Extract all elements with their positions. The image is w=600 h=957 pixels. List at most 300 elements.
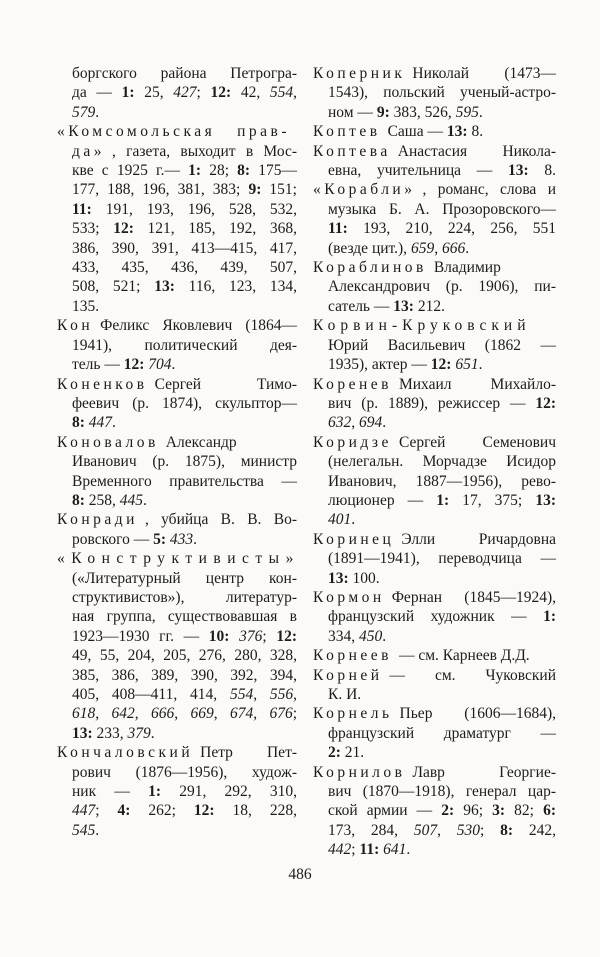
index-line (57, 646, 297, 665)
entry-kornel (313, 704, 556, 762)
entry-kornilov (313, 763, 556, 860)
text-run: , (253, 705, 270, 723)
text-run: 4: (117, 802, 131, 820)
text-run: 25, (134, 84, 174, 102)
text-run: люционер — (328, 491, 437, 509)
text-run: ; (196, 84, 211, 102)
entry-headword: Коптева (313, 142, 391, 160)
index-line (313, 569, 556, 588)
text-run: 8: (500, 821, 514, 839)
text-run: 427 (173, 84, 197, 102)
index-line (57, 64, 297, 83)
text-run: 177, 188, 196, 381, 383; (72, 181, 249, 199)
index-line (57, 685, 297, 704)
index-line (57, 724, 297, 743)
index-line (313, 549, 556, 568)
text-run: 193, 210, 224, 256, 551 (347, 220, 556, 238)
text-run: 18, 228, (214, 802, 298, 820)
entry-headword: Коринец (313, 530, 395, 548)
entry-koridze (313, 433, 556, 530)
text-run: 433, 435, 436, 439, 507, (72, 259, 297, 277)
text-run: 28; (201, 162, 238, 180)
index-line (313, 433, 556, 452)
text-run: 96; (454, 802, 493, 820)
text-run: , (293, 84, 297, 102)
index-line (313, 122, 556, 141)
text-run: Лавр Георгие- (412, 763, 556, 781)
text-run: 8: (237, 162, 251, 180)
index-line (57, 103, 297, 122)
index-line (313, 142, 556, 161)
entry-headword: Корнель (313, 705, 393, 723)
index-line (313, 685, 556, 704)
index-line (57, 801, 297, 820)
index-line (57, 161, 297, 180)
entry-headword: «Комсомольская прав- (57, 123, 290, 141)
text-run: 379 (127, 724, 151, 742)
entry-komsomolskaya-pravda (57, 122, 297, 316)
text-run: , (437, 821, 457, 839)
index-line (57, 743, 297, 762)
text-run: 385, 386, 389, 390, 392, 394, (72, 666, 297, 684)
entry-korinets (313, 530, 556, 588)
entry-konstruktivisty (57, 549, 300, 743)
text-run: 42, (231, 84, 270, 102)
index-line (57, 413, 297, 432)
text-run: 669 (190, 705, 214, 723)
text-run: 262; (130, 802, 194, 820)
text-run: , (134, 705, 151, 723)
text-run: 12: (113, 220, 134, 238)
index-line (313, 316, 556, 335)
text-run: , (434, 239, 442, 257)
index-line (57, 569, 297, 588)
text-run: Фернан (1845—1924), (391, 588, 556, 606)
text-run: 1941), политический дея- (72, 336, 297, 354)
text-run: 1935), актер — (328, 356, 431, 374)
index-line (313, 394, 556, 413)
text-run: 13: (507, 162, 529, 180)
text-run: Временного правительства — (72, 472, 297, 490)
index-line (313, 646, 556, 665)
text-run: 17, 375; (449, 491, 536, 509)
text-run: 233, (92, 724, 128, 742)
text-run: кве с 1925 г.— (72, 162, 189, 180)
entry-vyborgsky-raion-continued (57, 64, 297, 122)
index-line (313, 277, 556, 296)
text-run: 674 (230, 705, 254, 723)
text-run: , (351, 414, 359, 432)
index-line (313, 355, 556, 374)
index-line (313, 763, 556, 782)
entry-kormon (313, 588, 556, 646)
entry-headword: Кон (57, 317, 94, 335)
text-run: ской армии — (328, 802, 442, 820)
index-line (313, 180, 556, 199)
text-run: Михаил Михайло- (398, 375, 556, 393)
text-run: 508, 521; (72, 278, 155, 296)
text-run: 554 (229, 686, 254, 703)
text-run: 173, 284, (328, 821, 414, 839)
entry-headword: Коперник (313, 65, 406, 82)
text-run: Владимир (433, 259, 501, 277)
text-run: вич (1870—1918), генерал цар- (328, 783, 556, 801)
text-run: . (95, 103, 100, 121)
text-run: 450 (359, 627, 383, 645)
text-run: Иванович, 1887—1956), рево- (328, 472, 556, 490)
text-run: 12: (430, 356, 452, 374)
text-run: ровского — (72, 530, 154, 548)
text-run: 579 (72, 103, 96, 121)
index-line (57, 375, 297, 394)
text-run: . (478, 103, 483, 121)
text-run: 447 (72, 802, 96, 820)
entry-konradi (57, 510, 297, 549)
text-run: . (351, 511, 356, 529)
entry-kon-feliks (57, 316, 297, 374)
text-run: 704 (148, 356, 172, 374)
text-run: 507 (413, 821, 438, 839)
entry-headword: Конради (57, 511, 138, 529)
index-line (57, 782, 297, 801)
text-run: 3: (492, 802, 506, 820)
text-run: 8. (467, 123, 484, 141)
entry-headword: Кормон (313, 588, 385, 606)
text-run: 13: (393, 297, 414, 315)
text-run: 212. (413, 297, 445, 315)
entry-headword: Коновалов (57, 433, 159, 451)
index-line (57, 472, 297, 491)
text-run: 632 (328, 414, 352, 432)
text-run: Саша — (387, 123, 447, 141)
index-line (313, 743, 556, 762)
text-run: , (293, 686, 297, 703)
index-line (57, 239, 297, 258)
text-run: 556 (269, 686, 294, 703)
text-run: (нелегальн. Морчадзе Исидор (328, 453, 556, 471)
text-run: 242, (513, 821, 557, 839)
text-run: (1891—1941), переводчица — (328, 550, 556, 568)
text-run: 13: (535, 491, 556, 509)
text-run: 376 (239, 627, 263, 645)
text-run: 694 (359, 414, 383, 432)
index-line (313, 821, 556, 840)
text-run: боргского района Петрогра- (72, 65, 297, 82)
text-run: 13: (154, 278, 175, 296)
index-line (57, 763, 297, 782)
text-run: Феликс Яковлевич (1864— (100, 317, 297, 335)
index-line (313, 627, 556, 646)
text-run: Сергей Семенович (398, 433, 556, 451)
text-run: 13: (446, 123, 468, 141)
text-run: — см. Карнеев Д.Д. (398, 647, 530, 665)
index-line (313, 161, 556, 180)
entry-korney (313, 666, 556, 705)
entry-kopernik (313, 64, 556, 122)
text-run: вич (р. 1889), режиссер — (328, 394, 536, 412)
text-run: ; (480, 821, 501, 839)
text-run: Александрович (р. 1906), пи- (328, 278, 556, 296)
text-run (229, 628, 239, 645)
text-run: Иванович (р. 1875), министр (72, 453, 297, 471)
text-run: ник — (72, 783, 149, 801)
text-run: . (478, 356, 483, 374)
text-run: . (382, 627, 387, 645)
text-run: 1: (543, 608, 556, 626)
entry-korablinov (313, 258, 556, 316)
index-line (313, 588, 556, 607)
text-run: 291, 292, 310, (160, 783, 298, 801)
index-line (313, 375, 556, 394)
index-line (57, 142, 297, 161)
text-run: Сергей Тимо- (154, 375, 297, 393)
text-run: 2: (441, 802, 455, 820)
text-run: 545 (72, 821, 96, 839)
index-line (313, 103, 556, 122)
text-run: 618 (72, 705, 96, 723)
text-run: 334, (328, 627, 359, 645)
text-run: 11: (328, 220, 348, 238)
index-line (57, 666, 297, 685)
text-run: 666 (151, 705, 175, 723)
index-line (313, 452, 556, 471)
text-run: , (95, 705, 112, 723)
text-run: 12: (210, 84, 232, 102)
index-line (57, 355, 297, 374)
index-line (313, 472, 556, 491)
text-run: . (95, 821, 100, 839)
text-run: . (143, 491, 147, 509)
index-line (57, 200, 297, 219)
text-run: Петр Пет- (200, 744, 297, 762)
text-run: 116, 123, 134, (174, 278, 297, 296)
text-run: , (213, 705, 230, 723)
text-run: 651 (455, 356, 479, 374)
text-run: . (171, 356, 176, 374)
text-run: 533; (72, 220, 114, 238)
index-line (57, 83, 297, 102)
text-run: 383, 526, (389, 103, 456, 121)
text-run: 100. (348, 569, 380, 587)
index-line (313, 530, 556, 549)
text-run: 5: (153, 530, 166, 548)
text-run: ; (292, 705, 298, 723)
text-run: , (174, 705, 191, 723)
text-run: . (406, 841, 411, 859)
index-line (57, 180, 297, 199)
entry-headword: Коренев (313, 375, 392, 393)
text-run: 21. (340, 744, 365, 762)
text-run: 676 (269, 705, 293, 723)
text-run: 49, 55, 204, 205, 276, 280, 328, (72, 647, 297, 665)
text-run: 8. (528, 162, 557, 180)
entry-headword: Корнеев (313, 647, 392, 665)
text-run: , убийца В. В. Во- (144, 511, 297, 529)
index-line (57, 491, 297, 510)
entry-koptev (313, 122, 556, 141)
index-column-right (313, 64, 556, 860)
text-run: 135. (72, 297, 100, 315)
entry-headword: да» (72, 142, 106, 160)
text-run: 8: (72, 414, 85, 432)
text-run: да — (72, 84, 122, 102)
text-run: 1543), польский ученый-астро- (328, 84, 556, 102)
index-line (313, 704, 556, 723)
text-run: 595 (455, 103, 479, 121)
index-line (57, 530, 297, 549)
text-run: К. И. (328, 686, 362, 703)
text-run: , (253, 686, 270, 703)
index-line (313, 219, 556, 238)
text-run: 12: (276, 627, 298, 645)
index-line (57, 277, 297, 296)
entry-konovalov (57, 433, 297, 511)
index-line (313, 491, 556, 510)
text-run: 9: (376, 103, 390, 121)
index-line (313, 336, 556, 355)
text-run: структивистов»), литератур- (72, 588, 297, 606)
index-line (313, 83, 556, 102)
text-run: 258, (84, 491, 120, 509)
entry-konchalovsky (57, 743, 297, 840)
index-line (57, 394, 297, 413)
text-run: французский драматург — (328, 724, 556, 742)
text-run: 13: (72, 724, 93, 742)
text-run: 12: (535, 394, 556, 412)
text-run: 151; (261, 181, 297, 199)
entry-headword: «Конструктивисты» (57, 550, 300, 568)
index-column-left (57, 64, 300, 840)
text-run: 405, 408—411, 414, (72, 686, 230, 703)
entry-headword: Коненков (57, 375, 148, 393)
entry-headword: Корнилов (313, 763, 406, 781)
text-run: Пьер (1606—1684), (399, 705, 556, 723)
index-line (313, 666, 556, 685)
text-run: . (465, 239, 470, 257)
entry-kopteva (313, 142, 556, 181)
entry-korvin-krukovsky (313, 316, 556, 374)
index-line (57, 336, 297, 355)
text-run: . (382, 414, 387, 432)
text-run: 175— (250, 162, 297, 180)
text-run: Николай (1473— (412, 65, 556, 82)
index-line (57, 219, 297, 238)
index-line (57, 297, 297, 316)
text-run: Александр (165, 433, 237, 451)
text-run: 554 (269, 84, 294, 102)
index-line (313, 607, 556, 626)
index-line (313, 782, 556, 801)
text-run: 8: (72, 491, 85, 509)
text-run: 82; (505, 802, 544, 820)
index-line (313, 64, 556, 83)
index-line (57, 627, 297, 646)
entry-headword: Кораблинов (313, 259, 427, 277)
index-line (313, 239, 556, 258)
text-run: евна, учительница — (328, 162, 508, 180)
text-run: 1: (121, 84, 135, 102)
text-run: ная группа, существовавшая в (72, 608, 297, 626)
entry-headword: Корней (313, 666, 383, 684)
entry-headword: Коридзе (313, 433, 392, 451)
index-line (57, 122, 297, 141)
index-line (57, 549, 300, 568)
entry-headword: Коптев (313, 123, 381, 141)
text-run: рович (1876—1956), худож- (72, 763, 297, 781)
text-run: , газета, выходит в Мос- (112, 142, 297, 160)
index-line (57, 607, 297, 626)
text-run: 12: (193, 802, 215, 820)
index-line (57, 452, 297, 471)
text-run: музыка Б. А. Прозоровского— (328, 200, 556, 218)
index-line (57, 258, 297, 277)
text-run: 659 (410, 239, 435, 257)
text-run: 6: (543, 802, 557, 820)
index-line (313, 413, 556, 432)
index-line (313, 200, 556, 219)
index-line (57, 316, 297, 335)
text-run: 121, 185, 192, 368, (133, 220, 298, 238)
index-line (57, 510, 297, 529)
index-line (313, 840, 556, 859)
text-run: ном — (328, 103, 377, 121)
text-run: , романс, слова и (422, 181, 556, 199)
text-run: 386, 390, 391, 413—415, 417, (72, 239, 297, 257)
index-line (57, 433, 297, 452)
text-run: 1: (436, 491, 450, 509)
index-line (313, 801, 556, 820)
text-run: 12: (123, 356, 145, 374)
text-run: 401 (328, 511, 352, 529)
text-run: 2: (328, 744, 341, 762)
index-line (313, 724, 556, 743)
text-run: Юрий Васильевич (1862 — (328, 336, 556, 354)
text-run: 10: (208, 627, 230, 645)
text-run: 433 (169, 530, 194, 548)
index-line (313, 258, 556, 277)
text-run: . (150, 724, 155, 742)
index-line (313, 510, 556, 529)
text-run: 1: (148, 783, 161, 801)
text-run: 9: (248, 181, 262, 199)
entry-headword: Кончаловский (57, 744, 194, 762)
index-line (57, 588, 297, 607)
page-number: 486 (288, 866, 312, 883)
text-run: (везде цит.), (328, 239, 411, 257)
entry-konenkov (57, 375, 297, 433)
text-run: 447 (88, 414, 113, 432)
text-run: 641 (383, 841, 407, 859)
text-run: 445 (119, 491, 144, 509)
text-run: ; (95, 802, 118, 820)
text-run: — см. Чуковский (389, 666, 556, 684)
text-run: 666 (441, 239, 466, 257)
entry-headword: «Корабли» (313, 181, 416, 199)
index-line (57, 704, 297, 723)
entry-korenev (313, 375, 556, 433)
text-run: 13: (328, 569, 349, 587)
text-run: 642 (111, 705, 135, 723)
text-run: . (193, 530, 197, 548)
text-run: («Литературный центр кон- (72, 569, 297, 587)
text-run: тель — (72, 356, 124, 374)
text-run: ; (262, 627, 277, 645)
text-run: ; (351, 841, 360, 859)
entry-korneev (313, 646, 556, 665)
text-run: Элли Ричардовна (401, 530, 556, 548)
text-run: 11: (359, 841, 380, 859)
text-run: 191, 193, 196, 528, 532, (91, 200, 297, 218)
